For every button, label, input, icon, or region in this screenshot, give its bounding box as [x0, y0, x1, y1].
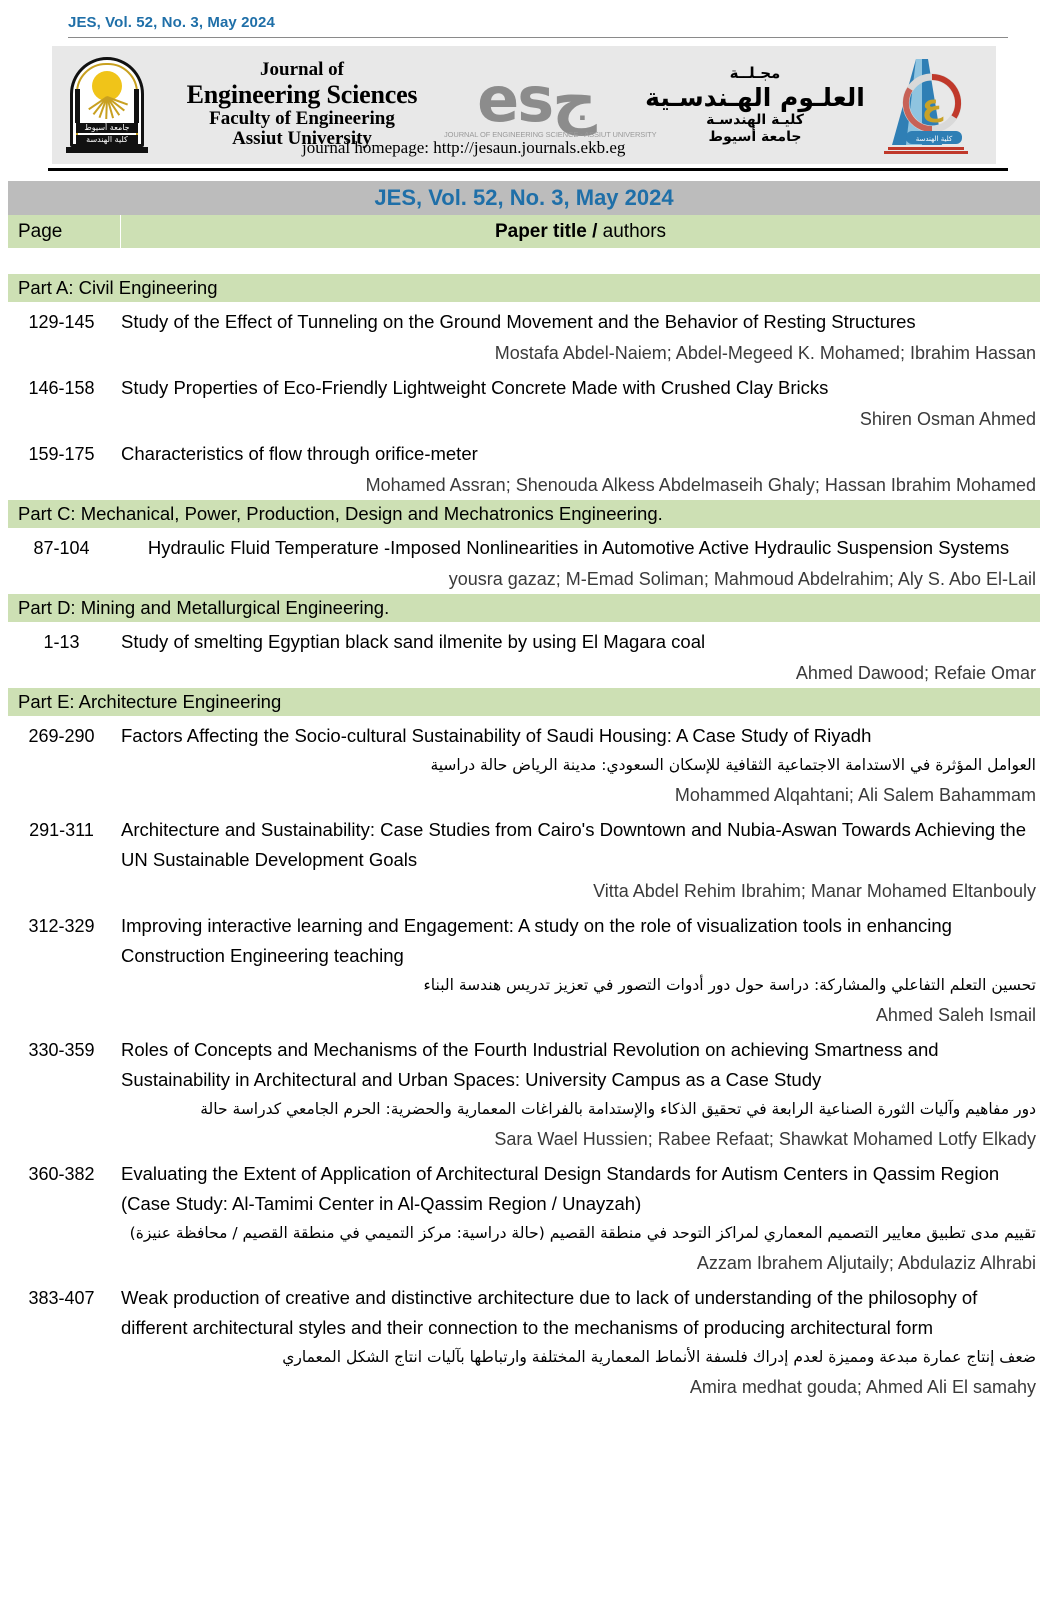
column-header-page: Page [8, 215, 121, 248]
entry-authors[interactable]: Shiren Osman Ahmed [859, 409, 1036, 429]
jes-logo-caption: JOURNAL OF ENGINEERING SCIENCE - ASSIUT UNIVERSITY [444, 130, 657, 140]
entry-authors[interactable]: Ahmed Saleh Ismail [875, 1005, 1036, 1025]
entry-title[interactable]: Improving interactive learning and Engagement: A study on the role of visualization tools in enhancing Construction Engineering teaching [121, 915, 952, 966]
journal-of-label: Journal of [260, 59, 344, 81]
entry-body [121, 1159, 1040, 1278]
entry-page-range: 312-329 [28, 916, 95, 936]
part-heading: Part D: Mining and Metallurgical Engineering. [8, 594, 1040, 622]
jes-logo-icon [444, 62, 657, 140]
column-header-title-bold: Paper title / [494, 221, 598, 242]
entry-title-arabic: العوامل المؤثرة في الاستدامة الاجتماعية الثقافية للإسكان السعودي: مدينة الرياض حالة دراسية [430, 756, 1036, 774]
entry-page-range: 383-407 [28, 1288, 95, 1308]
entry-page-range: 129-145 [28, 312, 95, 332]
entry-authors[interactable]: Ahmed Dawood; Refaie Omar [795, 663, 1036, 683]
university-name: Assiut University [232, 128, 372, 150]
journal-homepage-url[interactable]: journal homepage: http://jesaun.journals.ekb.eg [302, 138, 626, 157]
entry-title[interactable]: Factors Affecting the Socio-cultural Sustainability of Saudi Housing: A Case Study of Riyadh [121, 725, 872, 746]
entry-body [121, 307, 1040, 368]
entry-body [121, 533, 1040, 594]
entry-authors[interactable]: Amira medhat gouda; Ahmed Ali El samahy [689, 1377, 1036, 1397]
entry-page-range: 159-175 [28, 444, 95, 464]
running-head: JES, Vol. 52, No. 3, May 2024 [68, 14, 275, 31]
journal-name: Engineering Sciences [186, 79, 418, 109]
toc-entry[interactable] [8, 528, 1040, 594]
arabic-majalla-label: مجـلــة [729, 63, 781, 82]
entry-page-range: 291-311 [29, 820, 94, 840]
svg-text:كلية الهندسة: كلية الهندسة [915, 135, 953, 143]
arabic-university-name: جامعة أسيوط [708, 128, 802, 145]
faculty-name: Faculty of Engineering [209, 107, 395, 129]
column-header-authors-regular: authors [602, 221, 667, 242]
entry-page-range: 1-13 [43, 632, 80, 652]
toc-entry[interactable] [8, 906, 1040, 1030]
seal-arabic-line-2: كلية الهندسة [86, 135, 128, 144]
entry-body [121, 721, 1040, 810]
toc-entry[interactable] [8, 716, 1040, 810]
toc-entry[interactable] [8, 1278, 1040, 1402]
entry-body [121, 1035, 1040, 1154]
entry-body [121, 373, 1040, 434]
entry-body [121, 911, 1040, 1030]
jes-logo-glyphs: جes [477, 62, 597, 136]
volume-issue-bar: JES, Vol. 52, No. 3, May 2024 [8, 181, 1040, 215]
entry-authors[interactable]: Azzam Ibrahem Aljutaily; Abdulaziz Alhrabi [696, 1253, 1036, 1273]
toc-entry[interactable] [8, 434, 1040, 500]
entry-page-range: 360-382 [28, 1164, 95, 1184]
svg-text:ع: ع [921, 88, 943, 123]
entry-title[interactable]: Architecture and Sustainability: Case Studies from Cairo's Downtown and Nubia-Aswan Towards Achieving the UN Sustainable Development Goals [121, 819, 1027, 870]
entry-page-range: 269-290 [28, 726, 95, 746]
seal-arabic-line-1: جامعة أسيوط [84, 123, 130, 132]
entry-title[interactable]: Study of the Effect of Tunneling on the Ground Movement and the Behavior of Resting Structures [121, 311, 916, 332]
toc-spacer [8, 248, 1040, 274]
entry-authors[interactable]: yousra gazaz; M-Emad Soliman; Mahmoud Abdelrahim; Aly S. Abo El-Lail [448, 569, 1036, 589]
journal-title-block-arabic [640, 65, 870, 145]
entry-title-arabic: تقييم مدى تطبيق معايير التصميم المعماري لمراكز التوحد في منطقة القصيم (حالة دراسية: مركز التميمي في منطقة القصيم / محافظة عنيزة) [129, 1224, 1036, 1242]
toc-entry[interactable] [8, 302, 1040, 368]
part-heading: Part A: Civil Engineering [8, 274, 1040, 302]
assiut-university-seal-icon [62, 53, 154, 157]
journal-title-block [168, 60, 436, 150]
entry-title[interactable]: Characteristics of flow through orifice-meter [121, 443, 478, 464]
journal-masthead [52, 46, 996, 164]
table-of-contents [8, 181, 1040, 1402]
entry-title[interactable]: Hydraulic Fluid Temperature -Imposed Nonlinearities in Automotive Active Hydraulic Suspension Systems [147, 537, 1010, 558]
entry-authors[interactable]: Mostafa Abdel-Naiem; Abdel-Megeed K. Mohamed; Ibrahim Hassan [494, 343, 1036, 363]
toc-entry[interactable] [8, 1030, 1040, 1154]
entry-authors[interactable]: Sara Wael Hussien; Rabee Refaat; Shawkat Mohamed Lotfy Elkady [494, 1129, 1036, 1149]
entry-body [121, 815, 1040, 906]
entry-title[interactable]: Study Properties of Eco-Friendly Lightweight Concrete Made with Crushed Clay Bricks [121, 377, 829, 398]
arabic-faculty-name: كليـة الهندسـة [706, 112, 804, 129]
entry-title[interactable]: Roles of Concepts and Mechanisms of the Fourth Industrial Revolution on achieving Smartness and Sustainability in Architectural and Urban Spaces: University Campus as a Case Study [121, 1039, 939, 1090]
entry-title-arabic: دور مفاهيم وآليات الثورة الصناعية الرابعة في تحقيق الذكاء والإستدامة بالفراغات المعمارية والحضرية: الحرم الجامعي كدراسة حالة [200, 1100, 1036, 1118]
entry-authors[interactable]: Mohamed Assran; Shenouda Alkess Abdelmaseih Ghaly; Hassan Ibrahim Mohamed [365, 475, 1036, 495]
masthead-bottom-rule [48, 168, 1008, 171]
entry-title-arabic: تحسين التعلم التفاعلي والمشاركة: دراسة حول دور أدوات التصور في تعزيز تدريس هندسة البناء [423, 976, 1036, 994]
entry-title[interactable]: Evaluating the Extent of Application of Architectural Design Standards for Autism Centers in Qassim Region (Case Study: Al-Tamimi Center in Al-Qassim Region / Unayzah) [121, 1163, 1000, 1214]
entry-page-range: 87-104 [33, 538, 90, 558]
toc-entry[interactable] [8, 368, 1040, 434]
toc-entry[interactable] [8, 622, 1040, 688]
toc-column-headers [8, 215, 1040, 248]
entry-authors[interactable]: Vitta Abdel Rehim Ibrahim; Manar Mohamed Eltanbouly [593, 881, 1036, 901]
entry-body [121, 1283, 1040, 1402]
arabic-journal-name: العلـوم الهـندسـية [645, 82, 865, 112]
part-heading: Part E: Architecture Engineering [8, 688, 1040, 716]
entry-title-arabic: ضعف إنتاج عمارة مبدعة ومميزة لعدم إدراك فلسفة الأنماط المعمارية المختلفة وارتباطها بآليات انتاج الشكل المعماري [282, 1348, 1036, 1366]
entry-body [121, 439, 1040, 500]
emblem-svg [876, 53, 972, 157]
entry-page-range: 146-158 [28, 378, 95, 398]
column-header-title-authors [121, 215, 1040, 248]
part-heading: Part C: Mechanical, Power, Production, Design and Mechatronics Engineering. [8, 500, 1040, 528]
toc-entry[interactable] [8, 810, 1040, 906]
entry-body [121, 627, 1040, 688]
entry-authors[interactable]: Mohammed Alqahtani; Ali Salem Bahammam [674, 785, 1036, 805]
entry-page-range: 330-359 [28, 1040, 95, 1060]
running-head-rule [68, 37, 1008, 38]
toc-parts-container [8, 274, 1040, 1402]
entry-title[interactable]: Weak production of creative and distinctive architecture due to lack of understanding of the philosophy of different architectural styles and their connection to the mechanisms of producing architectural form [121, 1287, 978, 1338]
entry-title[interactable]: Study of smelting Egyptian black sand ilmenite by using El Magara coal [121, 631, 706, 652]
faculty-of-engineering-emblem-icon [876, 53, 972, 157]
toc-entry[interactable] [8, 1154, 1040, 1278]
